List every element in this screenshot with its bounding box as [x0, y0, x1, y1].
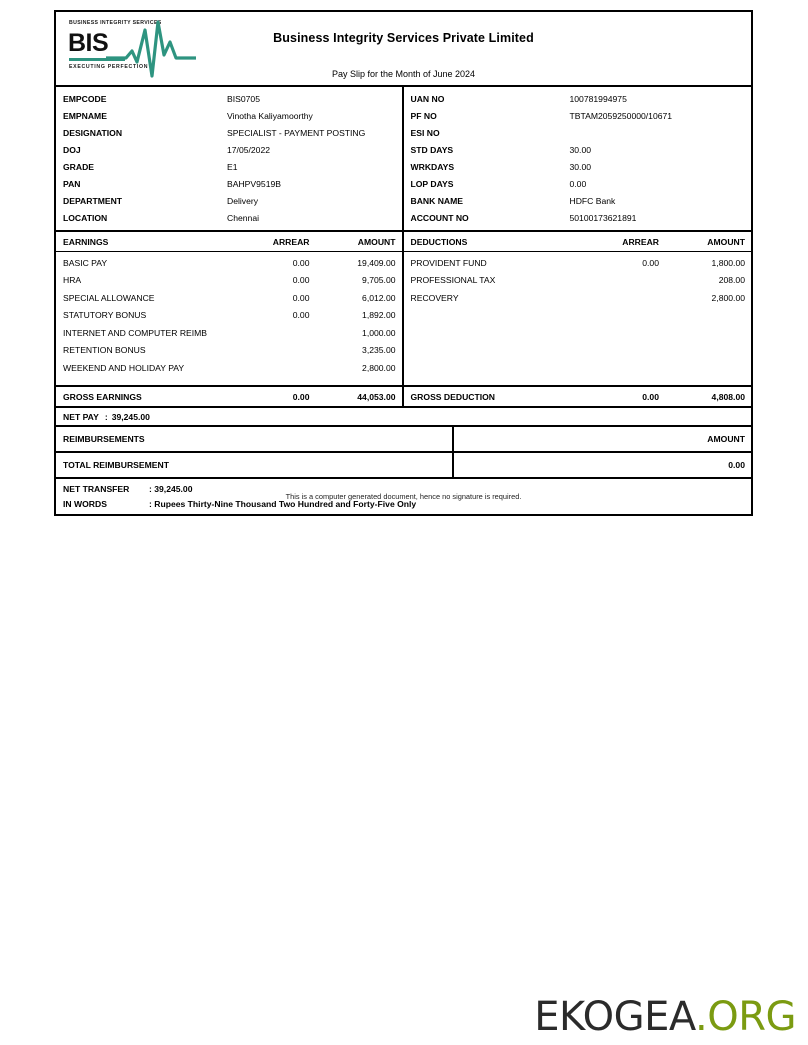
- deduction-row-amount: 2,800.00: [711, 292, 745, 303]
- gross-earnings-arrear: 0.00: [292, 391, 310, 402]
- total-reimbursement-row: [56, 453, 751, 479]
- earning-row: [56, 289, 402, 307]
- net-pay-separator: :: [104, 411, 108, 422]
- earning-row-arrear: 0.00: [292, 275, 310, 286]
- earning-row: [56, 342, 402, 360]
- earnings-table: [56, 232, 404, 385]
- in-words-label: IN WORDS: [63, 498, 107, 509]
- earnings-deductions-section: [56, 232, 751, 385]
- earning-row-name: WEEKEND AND HOLIDAY PAY: [63, 362, 185, 373]
- net-pay-value: 39,245.00: [111, 411, 150, 422]
- employee-detail-label: PAN: [63, 178, 81, 189]
- deduction-row: [404, 289, 752, 307]
- earning-row-name: SPECIAL ALLOWANCE: [63, 292, 155, 303]
- deduction-row-arrear: 0.00: [642, 257, 659, 268]
- earning-row-arrear: 0.00: [292, 310, 310, 321]
- earning-row-amount: 2,800.00: [362, 362, 396, 373]
- deduction-row-name: PROVIDENT FUND: [410, 257, 487, 268]
- earning-row: [56, 272, 402, 290]
- employee-detail-label: LOCATION: [63, 212, 108, 223]
- employee-detail-label: WRKDAYS: [410, 161, 455, 172]
- net-transfer-value: : 39,245.00: [149, 483, 193, 494]
- employee-detail-row: [56, 209, 402, 226]
- in-words-value: : Rupees Thirty-Nine Thousand Two Hundred and Forty-Five Only: [149, 498, 417, 509]
- earning-row: [56, 254, 402, 272]
- deductions-rows: [404, 252, 752, 385]
- gross-totals-row: [56, 385, 751, 408]
- earning-row-name: BASIC PAY: [63, 257, 108, 268]
- gross-deduction-label: GROSS DEDUCTION: [410, 391, 496, 402]
- reimbursements-amount-header: AMOUNT: [707, 434, 745, 444]
- ekogea-watermark: [534, 994, 796, 1040]
- employee-details-right-column: [404, 87, 752, 230]
- employee-detail-value: BAHPV9519B: [227, 178, 281, 189]
- employee-details-left-column: [56, 87, 404, 230]
- employee-detail-value: Chennai: [227, 212, 260, 223]
- earnings-header-name: EARNINGS: [63, 236, 109, 247]
- gross-earnings-amount: 44,053.00: [357, 391, 396, 402]
- employee-detail-value: Vinotha Kaliyamoorthy: [227, 110, 313, 121]
- earning-row-amount: 1,892.00: [362, 310, 396, 321]
- employee-details-section: [56, 87, 751, 232]
- gross-deduction-arrear: 0.00: [642, 391, 659, 402]
- logo-wordmark: BIS: [68, 29, 109, 57]
- earning-row-name: RETENTION BONUS: [63, 345, 146, 356]
- employee-detail-label: LOP DAYS: [410, 178, 454, 189]
- earning-row-arrear: 0.00: [292, 257, 310, 268]
- employee-detail-label: DESIGNATION: [63, 127, 123, 138]
- employee-detail-row: [404, 158, 752, 175]
- computer-generated-note: This is a computer generated document, hence no signature is required.: [285, 492, 522, 501]
- employee-detail-value: E1: [227, 161, 238, 172]
- employee-detail-label: ESI NO: [410, 127, 440, 138]
- watermark-name: EKOGEA: [534, 994, 695, 1040]
- employee-detail-row: [56, 158, 402, 175]
- gross-deduction-cell: [404, 387, 752, 406]
- gross-earnings-cell: [56, 387, 404, 406]
- earnings-header-row: [56, 232, 402, 252]
- earning-row-amount: 6,012.00: [362, 292, 396, 303]
- deduction-row-amount: 1,800.00: [711, 257, 745, 268]
- employee-detail-row: [404, 209, 752, 226]
- employee-detail-value: 0.00: [569, 178, 587, 189]
- earning-row: [56, 307, 402, 325]
- earning-row: [56, 359, 402, 377]
- deductions-header-amount: AMOUNT: [707, 236, 745, 247]
- earning-row: [56, 324, 402, 342]
- employee-detail-label: ACCOUNT NO: [410, 212, 469, 223]
- deduction-row: [404, 254, 752, 272]
- total-reimbursement-amount: 0.00: [728, 460, 745, 470]
- deduction-row: [404, 272, 752, 290]
- deduction-row-name: RECOVERY: [410, 292, 459, 303]
- payslip-header: [56, 12, 751, 87]
- employee-detail-label: DOJ: [63, 144, 81, 155]
- employee-detail-label: EMPCODE: [63, 93, 107, 104]
- earning-row-amount: 1,000.00: [362, 327, 396, 338]
- employee-detail-value: 100781994975: [569, 93, 627, 104]
- employee-detail-value: 30.00: [569, 161, 592, 172]
- employee-detail-value: TBTAM2059250000/10671: [569, 110, 673, 121]
- employee-detail-label: BANK NAME: [410, 195, 464, 206]
- employee-detail-row: [404, 141, 752, 158]
- deduction-row-amount: 208.00: [718, 275, 745, 286]
- payslip-document: [54, 10, 753, 516]
- employee-detail-row: [56, 141, 402, 158]
- earning-row-amount: 9,705.00: [362, 275, 396, 286]
- employee-detail-row: [56, 90, 402, 107]
- employee-detail-label: GRADE: [63, 161, 95, 172]
- company-name-title: Business Integrity Services Private Limited: [273, 31, 534, 45]
- deductions-header-name: DEDUCTIONS: [410, 236, 468, 247]
- employee-detail-label: PF NO: [410, 110, 437, 121]
- earning-row-name: HRA: [63, 275, 82, 286]
- gross-earnings-label: GROSS EARNINGS: [63, 391, 142, 402]
- employee-detail-label: STD DAYS: [410, 144, 454, 155]
- deductions-table: [404, 232, 752, 385]
- employee-detail-row: [56, 124, 402, 141]
- earning-row-amount: 19,409.00: [357, 257, 396, 268]
- deductions-header-arrear: ARREAR: [622, 236, 659, 247]
- earning-row-name: STATUTORY BONUS: [63, 310, 147, 321]
- employee-detail-label: EMPNAME: [63, 110, 107, 121]
- gross-deduction-amount: 4,808.00: [711, 391, 745, 402]
- employee-detail-value: 17/05/2022: [227, 144, 271, 155]
- employee-detail-row: [404, 90, 752, 107]
- watermark-tld: .ORG: [695, 994, 796, 1040]
- employee-detail-value: 50100173621891: [569, 212, 637, 223]
- net-transfer-label: NET TRANSFER: [63, 483, 130, 494]
- deduction-row-name: PROFESSIONAL TAX: [410, 275, 496, 286]
- net-pay-label: NET PAY: [63, 411, 99, 422]
- reimbursements-label: REIMBURSEMENTS: [56, 427, 454, 451]
- employee-detail-label: DEPARTMENT: [63, 195, 123, 206]
- employee-detail-label: UAN NO: [410, 93, 445, 104]
- earning-row-name: INTERNET AND COMPUTER REIMB: [63, 327, 208, 338]
- employee-detail-value: Delivery: [227, 195, 259, 206]
- logo-tagline-top: BUSINESS INTEGRITY SERVICES: [69, 20, 162, 26]
- total-reimbursement-label: TOTAL REIMBURSEMENT: [56, 453, 454, 477]
- payslip-period-subtitle: Pay Slip for the Month of June 2024: [331, 69, 476, 79]
- earning-row-amount: 3,235.00: [362, 345, 396, 356]
- employee-detail-value: HDFC Bank: [569, 195, 616, 206]
- employee-detail-row: [56, 107, 402, 124]
- earnings-rows: [56, 252, 402, 385]
- employee-detail-row: [404, 124, 752, 141]
- earnings-header-amount: AMOUNT: [357, 236, 396, 247]
- employee-detail-row: [404, 192, 752, 209]
- employee-detail-row: [404, 107, 752, 124]
- deductions-header-row: [404, 232, 752, 252]
- employee-detail-value: SPECIALIST - PAYMENT POSTING: [227, 127, 366, 138]
- employee-detail-value: BIS0705: [227, 93, 260, 104]
- earning-row-arrear: 0.00: [292, 292, 310, 303]
- earnings-header-arrear: ARREAR: [272, 236, 310, 247]
- net-pay-row: [56, 408, 751, 427]
- reimbursements-header-row: [56, 427, 751, 453]
- employee-detail-row: [56, 175, 402, 192]
- employee-detail-value: 30.00: [569, 144, 592, 155]
- logo-tagline-bottom: EXECUTING PERFECTION: [69, 64, 149, 70]
- employee-detail-row: [56, 192, 402, 209]
- employee-detail-row: [404, 175, 752, 192]
